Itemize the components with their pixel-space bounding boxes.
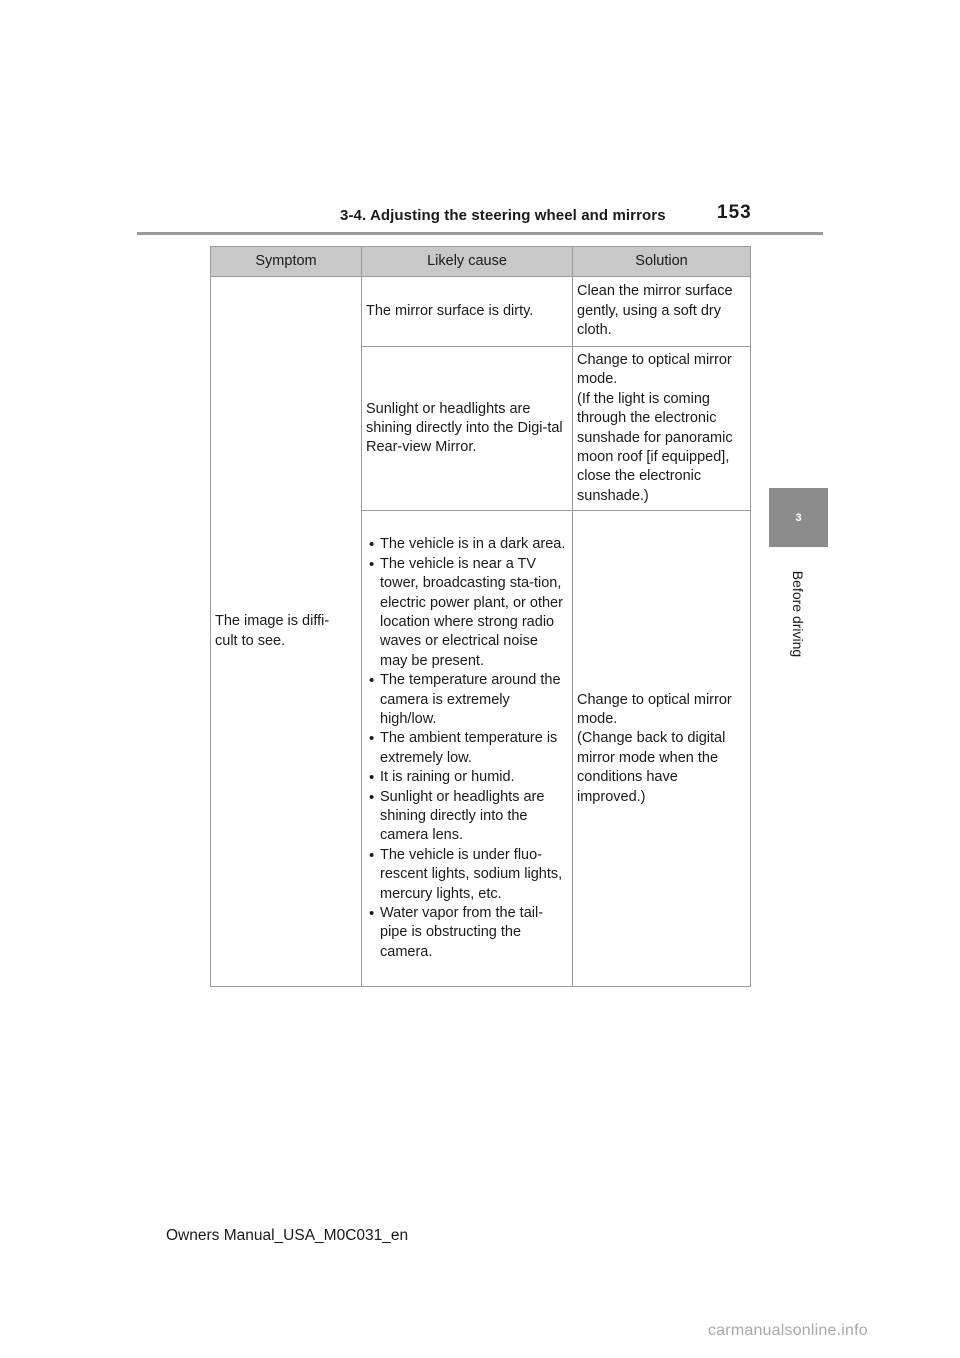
- table-row: [211, 277, 751, 347]
- page-number: 153: [717, 202, 752, 223]
- column-header-symptom: Symptom: [211, 247, 362, 277]
- solution-cell: [573, 511, 751, 987]
- list-item: • The ambient temperature is extremely low.: [366, 729, 568, 768]
- solution-text: Clean the mirror surface gently, using a soft dry cloth.: [577, 283, 733, 339]
- column-header-likely-cause: Likely cause: [362, 247, 573, 277]
- chapter-tab[interactable]: [769, 488, 828, 547]
- list-item: • Water vapor from the tail-pipe is obstructing the camera.: [366, 904, 568, 962]
- header-divider: [137, 232, 823, 235]
- watermark-link[interactable]: carmanualsonline.info: [708, 1322, 868, 1339]
- list-item: • The temperature around the camera is extremely high/low.: [366, 671, 568, 729]
- list-item: • The vehicle is under fluo-rescent lights, sodium lights, mercury lights, etc.: [366, 846, 568, 904]
- list-item: • It is raining or humid.: [366, 768, 568, 787]
- list-item: • The vehicle is near a TV tower, broadcasting sta-tion, electric power plant, or other location where strong radio waves or electrical noise may be present.: [366, 555, 568, 671]
- list-item: • Sunlight or headlights are shining directly into the camera lens.: [366, 788, 568, 846]
- solution-text: Change to optical mirror mode. (If the light is coming through the electronic sunshade for panoramic moon roof [if equipped], close the electronic sunshade.): [577, 352, 733, 504]
- symptom-cell: [211, 277, 362, 987]
- column-header-solution: Solution: [573, 247, 751, 277]
- cause-text: The mirror surface is dirty.: [366, 302, 534, 319]
- chapter-number: 3: [795, 511, 802, 524]
- table-header-row: [211, 247, 751, 277]
- solution-cell: [573, 277, 751, 347]
- cause-cell: [362, 277, 573, 347]
- symptom-text: The image is diffi- cult to see.: [215, 613, 330, 649]
- troubleshooting-table: [210, 246, 751, 987]
- chapter-label: Before driving: [790, 570, 806, 658]
- list-item: • The vehicle is in a dark area.: [366, 535, 568, 554]
- manual-id-footer: Owners Manual_USA_M0C031_en: [166, 1227, 409, 1244]
- cause-cell: [362, 511, 573, 987]
- section-title: 3-4. Adjusting the steering wheel and mirrors: [340, 207, 666, 224]
- solution-text: Change to optical mirror mode. (Change back to digital mirror mode when the conditions have improved.): [577, 691, 732, 805]
- cause-cell: [362, 347, 573, 511]
- cause-list: [366, 535, 568, 962]
- cause-text: Sunlight or headlights are shining directly into the Digi-tal Rear-view Mirror.: [366, 400, 563, 456]
- solution-cell: [573, 347, 751, 511]
